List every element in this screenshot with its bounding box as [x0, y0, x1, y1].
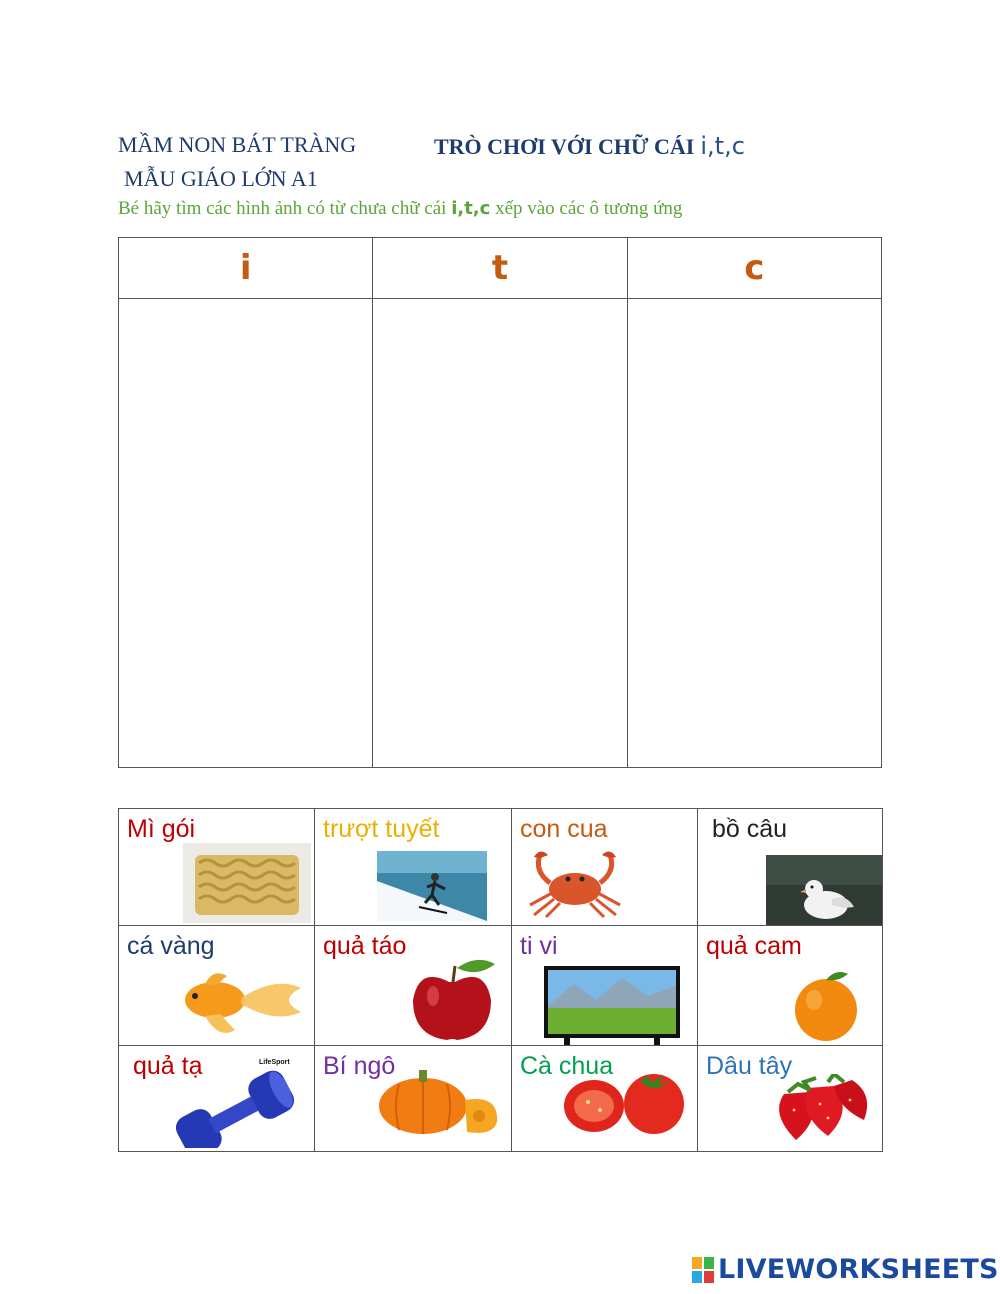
picture-card[interactable] — [512, 926, 698, 1046]
strawberry-icon[interactable] — [768, 1074, 872, 1144]
picture-label: con cua — [520, 815, 608, 843]
picture-label: Mì gói — [127, 815, 196, 843]
column-header-t: t — [373, 238, 627, 299]
picture-label: Bí ngô — [323, 1052, 396, 1080]
instruction — [118, 198, 682, 220]
picture-card[interactable] — [119, 1046, 315, 1152]
picture-card[interactable] — [119, 926, 315, 1046]
svg-text:LifeSport: LifeSport — [259, 1059, 290, 1066]
drop-zone-i[interactable] — [119, 299, 373, 768]
skier-icon[interactable] — [377, 851, 487, 921]
logo-mark-icon — [692, 1257, 714, 1283]
picture-label: ti vi — [520, 932, 558, 960]
sorting-table — [118, 237, 882, 768]
worksheet-title — [434, 132, 745, 160]
instruction-end: xếp vào các ô tương ứng — [495, 198, 683, 219]
pigeon-icon[interactable] — [766, 855, 882, 926]
instruction-start: Bé hãy tìm các hình ảnh có từ chưa chữ cái — [118, 198, 447, 219]
picture-label: Cà chua — [520, 1052, 614, 1080]
picture-label: bồ câu — [712, 815, 788, 843]
television-icon[interactable] — [544, 966, 680, 1046]
tomato-icon[interactable] — [560, 1066, 690, 1134]
pumpkin-icon[interactable] — [375, 1064, 501, 1136]
picture-card[interactable] — [512, 809, 698, 926]
liveworksheets-logo — [692, 1254, 999, 1285]
title-letters: i,t,c — [700, 132, 745, 160]
picture-card[interactable] — [315, 809, 512, 926]
orange-icon[interactable] — [790, 968, 862, 1042]
picture-card[interactable] — [698, 809, 883, 926]
drop-zone-c[interactable] — [627, 299, 881, 768]
instruction-letters: i,t,c — [451, 198, 491, 219]
drop-zone-t[interactable] — [373, 299, 627, 768]
class-name: MẪU GIÁO LỚN A1 — [124, 166, 318, 191]
picture-card[interactable] — [315, 926, 512, 1046]
picture-grid — [118, 808, 883, 1152]
picture-card[interactable] — [512, 1046, 698, 1152]
title-text: TRÒ CHƠI VỚI CHỮ CÁI — [434, 134, 695, 159]
column-header-i: i — [119, 238, 373, 299]
crab-icon[interactable] — [520, 847, 630, 919]
picture-label: quả cam — [706, 932, 802, 960]
picture-label: Dâu tây — [706, 1052, 793, 1080]
picture-card[interactable] — [315, 1046, 512, 1152]
picture-label: quả tạ — [133, 1052, 203, 1080]
instant-noodles-icon[interactable] — [183, 843, 311, 923]
apple-icon[interactable] — [407, 956, 499, 1044]
logo-text: LIVEWORKSHEETS — [718, 1254, 999, 1285]
column-header-c: c — [627, 238, 881, 299]
school-name: MẦM NON BÁT TRÀNG — [118, 132, 357, 157]
picture-card[interactable] — [698, 1046, 883, 1152]
picture-card[interactable] — [119, 809, 315, 926]
picture-label: cá vàng — [127, 932, 215, 960]
picture-label: quả táo — [323, 932, 407, 960]
goldfish-icon[interactable] — [165, 968, 305, 1042]
picture-card[interactable] — [698, 926, 883, 1046]
picture-label: trượt tuyết — [323, 815, 440, 843]
dumbbell-icon[interactable] — [169, 1056, 305, 1148]
